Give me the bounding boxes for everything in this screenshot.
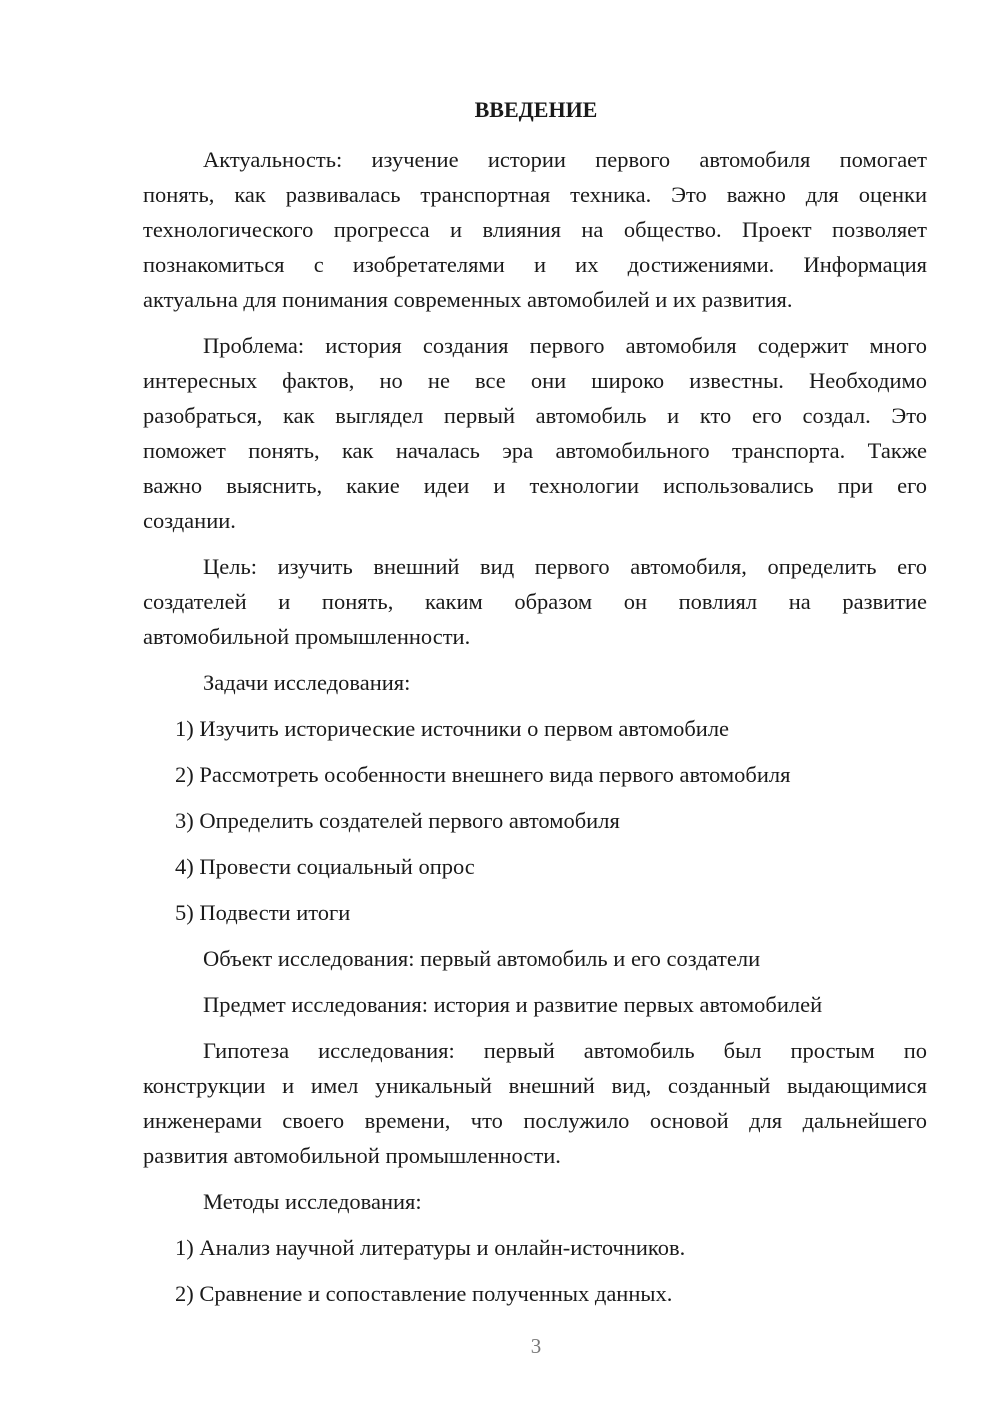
text-line: Объект исследования: первый автомобиль и его создатели: [203, 946, 761, 971]
paragraph: [143, 328, 927, 538]
list-item: [143, 849, 927, 884]
text-line: развития автомобильной промышленности.: [143, 1143, 561, 1168]
text-line: поможет понять, как началась эра автомобильного транспорта. Также: [143, 438, 927, 463]
text-line: познакомиться с изобретателями и их достижениями. Информация: [143, 252, 927, 277]
text-line: 4) Провести социальный опрос: [175, 854, 475, 879]
text-line: интересных фактов, но не все они широко известны. Необходимо: [143, 368, 927, 393]
text-line: создании.: [143, 508, 236, 533]
text-line: актуальна для понимания современных автомобилей и их развития.: [143, 287, 793, 312]
text-line: автомобильной промышленности.: [143, 624, 471, 649]
text-line: Актуальность: изучение истории первого автомобиля помогает: [203, 147, 927, 172]
list-item: [143, 757, 927, 792]
list-item: [143, 1276, 927, 1311]
paragraph: [143, 1184, 927, 1219]
text-line: Задачи исследования:: [203, 670, 411, 695]
paragraph: [143, 665, 927, 700]
list-item: [143, 803, 927, 838]
paragraph: [143, 941, 927, 976]
text-line: Проблема: история создания первого автомобиля содержит много: [203, 333, 927, 358]
text-line: конструкции и имел уникальный внешний вид, созданный выдающимися: [143, 1073, 927, 1098]
text-line: инженерами своего времени, что послужило основой для дальнейшего: [143, 1108, 927, 1133]
list-item: [143, 1230, 927, 1265]
list-item: [143, 711, 927, 746]
list-item: [143, 895, 927, 930]
paragraph: [143, 1033, 927, 1173]
text-line: Цель: изучить внешний вид первого автомобиля, определить его: [203, 554, 927, 579]
document-body: [143, 142, 927, 1322]
text-line: Предмет исследования: история и развитие первых автомобилей: [203, 992, 823, 1017]
paragraph: [143, 987, 927, 1022]
text-line: 1) Изучить исторические источники о первом автомобиле: [175, 716, 730, 741]
text-line: Методы исследования:: [203, 1189, 422, 1214]
text-line: 1) Анализ научной литературы и онлайн-источников.: [175, 1235, 686, 1260]
text-line: 3) Определить создателей первого автомобиля: [175, 808, 620, 833]
text-line: Гипотеза исследования: первый автомобиль был простым по: [203, 1038, 927, 1063]
paragraph: [143, 142, 927, 317]
text-line: создателей и понять, каким образом он повлиял на развитие: [143, 589, 927, 614]
text-line: технологического прогресса и влияния на общество. Проект позволяет: [143, 217, 927, 242]
text-line: 2) Рассмотреть особенности внешнего вида первого автомобиля: [175, 762, 791, 787]
text-line: понять, как развивалась транспортная техника. Это важно для оценки: [143, 182, 927, 207]
text-line: 2) Сравнение и сопоставление полученных данных.: [175, 1281, 673, 1306]
text-line: важно выяснить, какие идеи и технологии использовались при его: [143, 473, 927, 498]
page-number: 3: [530, 1334, 542, 1358]
text-line: разобраться, как выглядел первый автомобиль и кто его создал. Это: [143, 403, 927, 428]
paragraph: [143, 549, 927, 654]
page-title: ВВЕДЕНИЕ: [474, 97, 598, 122]
text-line: 5) Подвести итоги: [175, 900, 351, 925]
